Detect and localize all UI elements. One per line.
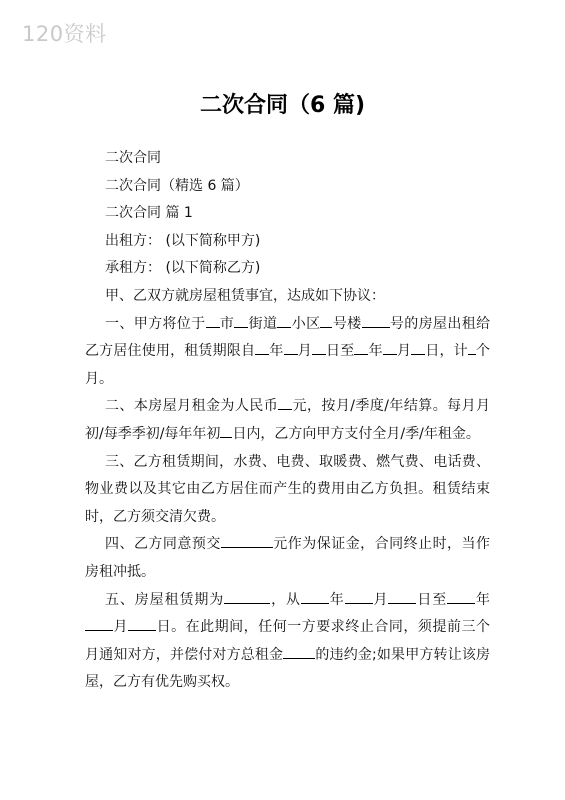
clause-text: 五、房屋租赁期为 bbox=[105, 591, 225, 608]
blank bbox=[85, 616, 113, 631]
clause-text: 年 bbox=[328, 591, 345, 608]
clause-text: 二、本房屋月租金为人民币 bbox=[105, 398, 279, 415]
clause-text: 日内，乙方向甲方支付全月/季/年租金。 bbox=[232, 425, 480, 442]
document-body bbox=[85, 145, 490, 697]
blank bbox=[224, 589, 270, 604]
blank bbox=[220, 423, 232, 438]
blank bbox=[345, 589, 373, 604]
text-line: 二次合同 篇 1 bbox=[105, 205, 193, 222]
blank bbox=[278, 395, 292, 410]
blank bbox=[383, 340, 397, 355]
clause-3: 三、乙方租赁期间，水费、电费、取暖费、燃气费、电话费、物业费以及其它由乙方居住而产生的费用由乙方负担。租赁结束时，乙方须交清欠费。 bbox=[85, 453, 490, 525]
clause-text: 月 bbox=[113, 619, 129, 636]
lessor-line: 出租方： (以下简称甲方) bbox=[105, 232, 261, 249]
clause-text: 一、甲方将位于 bbox=[105, 315, 206, 332]
clause-text: 街道 bbox=[248, 315, 278, 332]
blank bbox=[221, 533, 273, 548]
blank bbox=[206, 313, 220, 328]
clause-text: ，从 bbox=[270, 591, 301, 608]
clause-1 bbox=[85, 311, 490, 394]
clause-text: 日。在此期间，任何一方要求终止合同，须提前三个月通知对方，并偿付对方总租金 bbox=[85, 619, 491, 663]
blank bbox=[301, 589, 329, 604]
clause-text: 月 bbox=[396, 343, 412, 360]
blank bbox=[277, 313, 291, 328]
clause-5 bbox=[85, 587, 490, 697]
agreement-line: 甲、乙双方就房屋租赁事宜，达成如下协议： bbox=[105, 287, 385, 304]
clause-text: 市 bbox=[219, 315, 235, 332]
text-line: 二次合同 bbox=[105, 150, 161, 166]
clause-text: 四、乙方同意预交 bbox=[105, 536, 221, 553]
blank bbox=[362, 313, 390, 328]
clause-text: 元作为保证金，合同终止时，当作房租冲抵。 bbox=[85, 536, 491, 580]
clause-text: 小区 bbox=[291, 315, 321, 332]
clause-text: 日至 bbox=[325, 343, 355, 360]
text-line: 二次合同（精选 6 篇） bbox=[105, 177, 249, 194]
blank bbox=[234, 313, 248, 328]
clause-text: 年 bbox=[368, 343, 383, 360]
blank bbox=[128, 616, 156, 631]
clause-text: 个月。 bbox=[85, 343, 491, 387]
clause-text: 日，计 bbox=[425, 343, 468, 360]
clause-text: 年 bbox=[475, 591, 491, 608]
clause-text: 日至 bbox=[416, 591, 448, 608]
clause-4 bbox=[85, 531, 490, 586]
clause-text: 年 bbox=[269, 343, 284, 360]
blank bbox=[447, 589, 475, 604]
clause-text: 号的房屋出租给乙方居住使用，租赁期限自 bbox=[85, 315, 491, 360]
blank bbox=[284, 340, 298, 355]
lessee-line: 承租方： (以下简称乙方) bbox=[105, 260, 261, 277]
watermark: 120资料 bbox=[22, 22, 107, 46]
blank bbox=[255, 340, 269, 355]
blank bbox=[388, 589, 416, 604]
blank bbox=[283, 644, 315, 659]
clause-text: 号楼 bbox=[332, 315, 362, 332]
clause-text: 月 bbox=[372, 591, 389, 608]
clause-text: 元，按月/季度/年结算。每月月初/每季季初/每年年初 bbox=[85, 398, 490, 442]
clause-text: 的违约金;如果甲方转让该房屋，乙方有优先购买权。 bbox=[85, 646, 491, 691]
clause-2 bbox=[85, 393, 490, 448]
document-title: 二次合同（6 篇) bbox=[199, 93, 366, 118]
clause-text: 月 bbox=[297, 343, 312, 360]
blank bbox=[468, 340, 476, 355]
blank bbox=[411, 340, 425, 355]
blank bbox=[354, 340, 368, 355]
blank bbox=[312, 340, 326, 355]
blank bbox=[320, 313, 332, 328]
